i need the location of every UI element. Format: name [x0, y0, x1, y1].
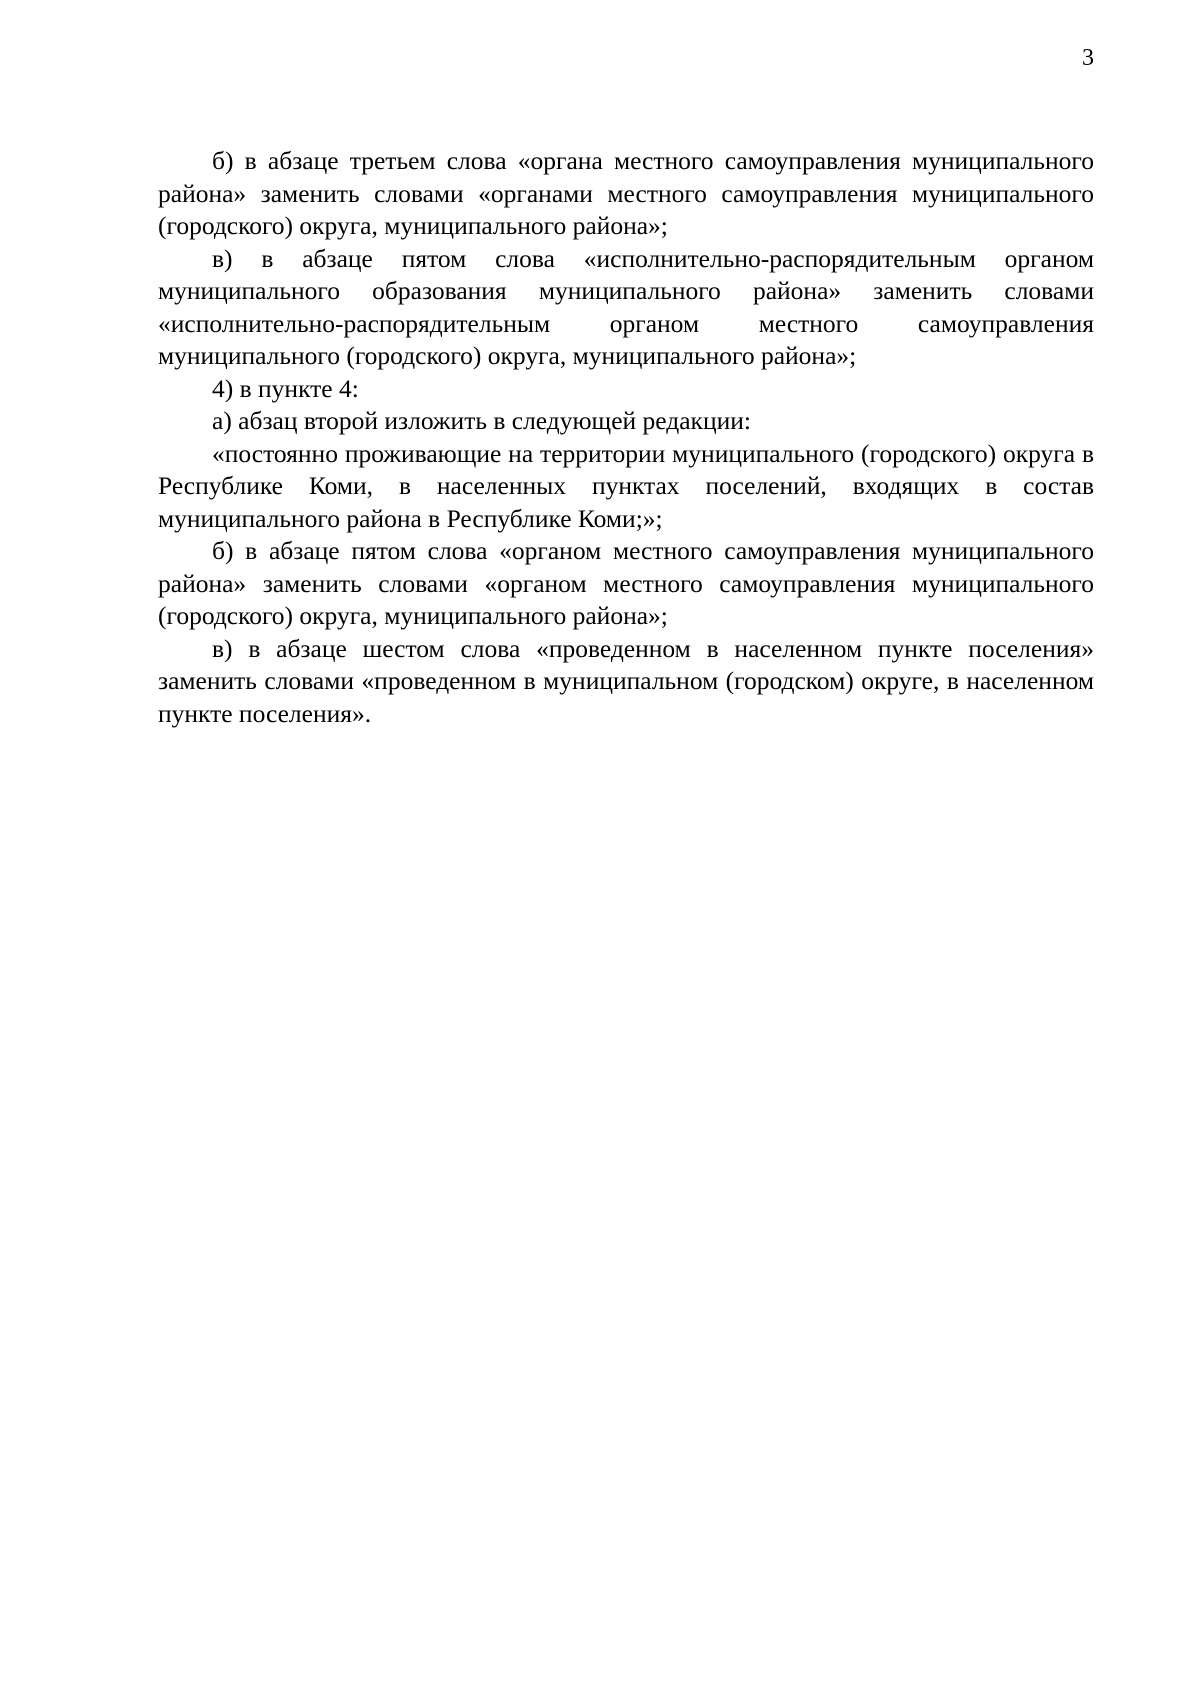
paragraph-b-third: б) в абзаце третьем слова «органа местного самоуправления муниципального района» заменить словами «органами местного самоуправления муниципального (городского) округа, муниципального района»;	[158, 146, 1094, 240]
page-number: 3	[1082, 45, 1094, 71]
paragraph-v-sixth: в) в абзаце шестом слова «проведенном в населенном пункте поселения» заменить словами «проведенном в муниципальном (городском) округе, в населенном пункте поселения».	[158, 633, 1094, 728]
paragraph-quote: «постоянно проживающие на территории муниципального (городского) округа в Республике Коми, в населенных пунктах поселений, входящих в состав муниципального района в Республике Коми;»;	[158, 438, 1094, 533]
paragraph-a-second: а) абзац второй изложить в следующей редакции:	[212, 406, 751, 435]
paragraph-b-fifth: б) в абзаце пятом слова «органом местного самоуправления муниципального района» заменить словами «органом местного самоуправления муниципального (городского) округа, муниципального района»;	[158, 536, 1094, 630]
document-body	[158, 145, 1094, 730]
paragraph-item-4: 4) в пункте 4:	[212, 373, 359, 403]
paragraph-v-fifth: в) в абзаце пятом слова «исполнительно-распорядительным органом муниципального образования муниципального района» заменить словами «исполнительно-распорядительным органом местного самоуправления муниципального (городского) округа, муниципального района»;	[158, 243, 1094, 370]
